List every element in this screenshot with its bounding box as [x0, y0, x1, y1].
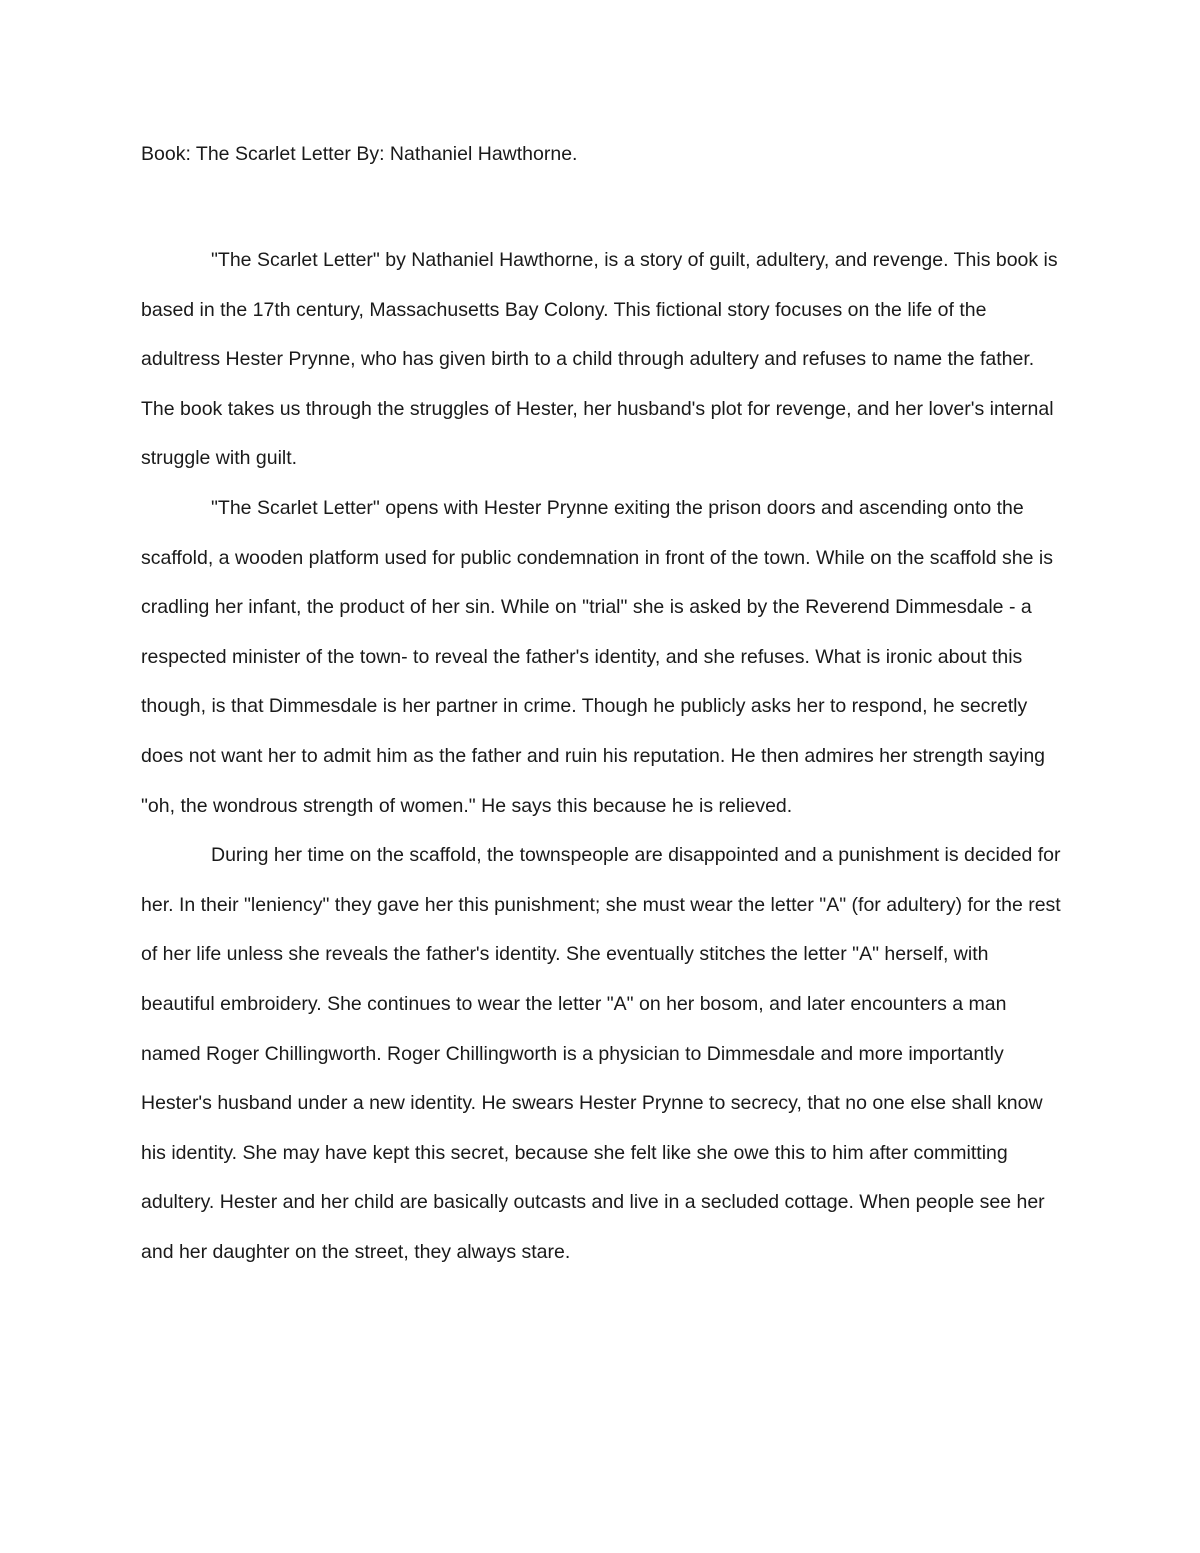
heading-spacer	[141, 170, 1063, 236]
document-heading: Book: The Scarlet Letter By: Nathaniel Hawthorne.	[141, 143, 578, 165]
document-body	[141, 138, 1063, 1277]
paragraph-3: During her time on the scaffold, the townspeople are disappointed and a punishment is decided for her. In their "leniency" they gave her this punishment; she must wear the letter "A" (for adultery) for the rest of her life unless she reveals the father's identity. She eventually stitches the letter "A" herself, with beautiful embroidery. She continues to wear the letter "A" on her bosom, and later encounters a man named Roger Chillingworth. Roger Chillingworth is a physician to Dimmesdale and more importantly Hester's husband under a new identity. He swears Hester Prynne to secrecy, that no one else shall know his identity. She may have kept this secret, because she felt like she owe this to him after committing adultery. Hester and her child are basically outcasts and live in a secluded cottage. When people see her and her daughter on the street, they always stare.	[141, 844, 1061, 1263]
paragraph-1: "The Scarlet Letter" by Nathaniel Hawthorne, is a story of guilt, adultery, and revenge. This book is based in the 17th century, Massachusetts Bay Colony. This fictional story focuses on the life of the adultress Hester Prynne, who has given birth to a child through adultery and refuses to name the father. The book takes us through the struggles of Hester, her husband's plot for revenge, and her lover's internal struggle with guilt.	[141, 249, 1058, 470]
paragraph-2: "The Scarlet Letter" opens with Hester Prynne exiting the prison doors and ascending onto the scaffold, a wooden platform used for public condemnation in front of the town. While on the scaffold she is cradling her infant, the product of her sin. While on "trial" she is asked by the Reverend Dimmesdale - a respected minister of the town- to reveal the father's identity, and she refuses. What is ironic about this though, is that Dimmesdale is her partner in crime. Though he publicly asks her to respond, he secretly does not want her to admit him as the father and ruin his reputation. He then admires her strength saying "oh, the wondrous strength of women." He says this because he is relieved.	[141, 496, 1053, 817]
